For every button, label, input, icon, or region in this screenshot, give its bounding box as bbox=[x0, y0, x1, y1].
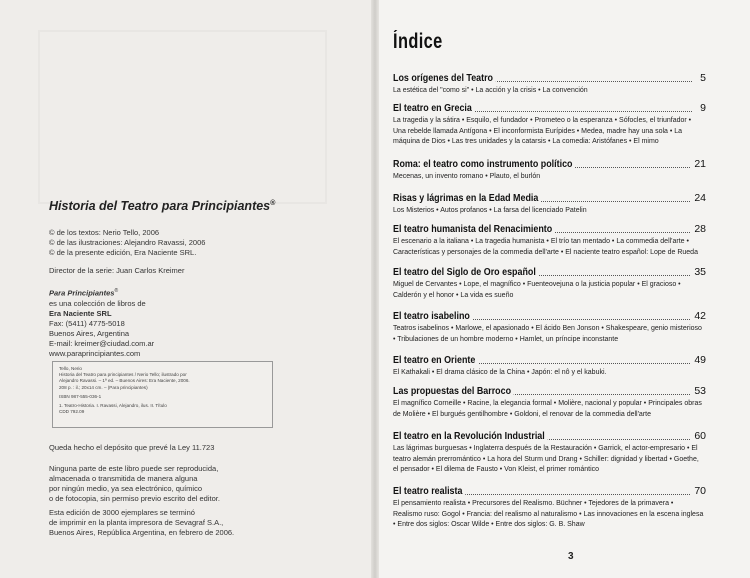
cataloging-box bbox=[52, 361, 273, 428]
entry-description: La tragedia y la sátira • Esquilo, el fundador • Prometeo o la esperanza • Sófocles, el triunfador • Una rebelde llamada Antígona • El inconformista Eurípides • Medea, madre hay una sola • La máquina de Dios • Las tres unidades y la catarsis • La comedia: Aristófanes • El mimo bbox=[393, 117, 692, 146]
series-name: Para Principiantes bbox=[49, 288, 115, 298]
collection-line: es una colección de libros de bbox=[49, 298, 146, 308]
publisher-name: Era Naciente SRL bbox=[49, 308, 112, 318]
printing-line: Esta edición de 3000 ejemplares se terminó bbox=[49, 508, 195, 517]
cip-line: Alejandro Ravassi. – 1ª ed. – Buenos Aires: Era Naciente, 2006. bbox=[59, 378, 190, 384]
series-mark: ® bbox=[114, 288, 119, 294]
entry-page-number: 60 bbox=[691, 430, 706, 442]
cip-line: 208 p. : il.; 20x14 cm. – (Para principiantes) bbox=[59, 384, 148, 390]
credit-edition: © de la presente edición, Era Naciente SRL. bbox=[49, 248, 197, 257]
printing-line: Buenos Aires, República Argentina, en febrero de 2006. bbox=[49, 528, 235, 537]
entry-title: El teatro en Oriente bbox=[393, 354, 478, 366]
printing-line: de imprimir en la planta impresora de Sevagraf S.A., bbox=[49, 518, 224, 527]
series-director: Director de la serie: Juan Carlos Kreimer bbox=[49, 266, 185, 275]
entry-description: Mecenas, un invento romano • Plauto, el burlón bbox=[393, 173, 541, 180]
entry-page-number: 28 bbox=[691, 223, 706, 235]
publisher-fax: Fax: (5411) 4775-5018 bbox=[49, 318, 125, 328]
rights-line: o de fotocopia, sin permiso previo escrito del editor. bbox=[49, 494, 220, 503]
entry-page-number: 70 bbox=[691, 485, 706, 497]
page-number: 3 bbox=[568, 551, 574, 562]
publisher-email: E-mail: kreimer@ciudad.com.ar bbox=[49, 338, 155, 348]
entry-title: El teatro isabelino bbox=[393, 310, 472, 322]
rights-line: por ningún medio, ya sea electrónico, químico bbox=[49, 484, 203, 493]
rights-notice bbox=[49, 464, 220, 504]
publisher-website: www.paraprincipiantes.com bbox=[49, 348, 141, 358]
cover-show-through bbox=[38, 30, 327, 204]
index-entry bbox=[393, 72, 706, 97]
entry-title: Roma: el teatro como instrumento político bbox=[393, 158, 575, 170]
entry-title: El teatro en Grecia bbox=[393, 102, 474, 114]
entry-title: Los orígenes del Teatro bbox=[393, 72, 496, 84]
index-entry bbox=[393, 430, 706, 476]
entry-title: Las propuestas del Barroco bbox=[393, 385, 514, 397]
cip-isbn: ISBN 987-555-036-1 bbox=[59, 393, 102, 399]
index-entry bbox=[393, 223, 706, 258]
index-entry bbox=[393, 310, 706, 345]
book-spine bbox=[371, 0, 379, 578]
book-title-text: Historia del Teatro para Principiantes bbox=[49, 199, 271, 213]
entry-page-number: 35 bbox=[691, 266, 706, 278]
entry-page-number: 5 bbox=[697, 72, 706, 84]
entry-description: El pensamiento realista • Precursores del Realismo. Büchner • Tejedores de la primavera • Realismo ruso: Gogol • Francia: del realismo al naturalismo • Las innovaciones en la escena inglesa • Entre dos siglos: Oscar Wilde • Entre dos siglos: G. B. Shaw bbox=[393, 500, 704, 529]
legal-deposit: Queda hecho el depósito que prevé la Ley 11.723 bbox=[49, 443, 215, 452]
entry-description: El magnífico Corneille • Racine, la elegancia formal • Molière, nacional y popular • Principales obras de Molière • El burgués gentilhombre • Goldoni, el renovar de la commedia dell'arte bbox=[393, 400, 702, 418]
entry-description: El Kathakali • El drama clásico de la China • Japón: el nô y el kabuki. bbox=[393, 369, 607, 376]
index-title: Índice bbox=[393, 30, 443, 53]
cip-line: 1. Teatro-Historia. I. Ravassi, Alejandro, ilus. II. Título bbox=[59, 403, 167, 409]
index-entry bbox=[393, 102, 706, 148]
entry-title: El teatro del Siglo de Oro español bbox=[393, 266, 538, 278]
entry-description: Teatros isabelinos • Marlowe, el apasionado • El ácido Ben Jonson • Shakespeare, genio misterioso • Tribulaciones de un hombre moderno • Hamlet, un príncipe inconstante bbox=[393, 325, 702, 343]
publisher-city: Buenos Aires, Argentina bbox=[49, 328, 130, 338]
book-title bbox=[49, 199, 275, 213]
credit-texts: © de los textos: Nerio Tello, 2006 bbox=[49, 228, 160, 237]
entry-page-number: 21 bbox=[691, 158, 706, 170]
printing-notice bbox=[49, 508, 234, 538]
index-entry bbox=[393, 158, 706, 183]
index-entry bbox=[393, 354, 706, 379]
entry-description: Miguel de Cervantes • Lope, el magnífico • Fuenteovejuna o la justicia popular • El gracioso • Calderón y el honor • La vida es sueño bbox=[393, 281, 681, 299]
entry-description: Las lágrimas burguesas • Inglaterra después de la Restauración • Garrick, el actor-empresario • El teatro alemán prerromántico • La hora del Sturm und Drang • Schiller: dignidad y libertad • Goethe, el pensador • El dilema de Fausto • Von Kleist, el primer romántico bbox=[393, 445, 699, 474]
credits-block bbox=[49, 228, 205, 258]
entry-page-number: 42 bbox=[691, 310, 706, 322]
cip-line: Historia del Teatro para principiantes / Nerio Tello; ilustrado por bbox=[59, 372, 187, 378]
index-entry bbox=[393, 266, 706, 301]
entry-description: El escenario a la italiana • La tragedia humanista • El trío tan mentado • La commedia dell'arte • Características y personajes de la commedia dell'arte • El naciente teatro español: Lope de Rueda bbox=[393, 238, 698, 256]
cip-cdd: CDD 792.09 bbox=[59, 409, 85, 415]
credit-illustrations: © de las ilustraciones: Alejandro Ravassi, 2006 bbox=[49, 238, 206, 247]
entry-description: La estética del "como si" • La acción y la crisis • La convención bbox=[393, 87, 588, 94]
entry-description: Los Misterios • Autos profanos • La farsa del licenciado Patelin bbox=[393, 207, 587, 214]
entry-title: El teatro realista bbox=[393, 485, 465, 497]
rights-line: Ninguna parte de este libro puede ser reproducida, bbox=[49, 464, 219, 473]
index-entry bbox=[393, 485, 706, 531]
index-entry bbox=[393, 192, 706, 217]
index-entry bbox=[393, 385, 706, 420]
collection-block bbox=[49, 286, 154, 359]
entry-page-number: 53 bbox=[691, 385, 706, 397]
cip-line: Tello, Nerio bbox=[59, 366, 82, 371]
rights-line: almacenada o transmitida de manera alguna bbox=[49, 474, 198, 483]
entry-page-number: 49 bbox=[691, 354, 706, 366]
entry-page-number: 24 bbox=[691, 192, 706, 204]
entry-title: El teatro en la Revolución Industrial bbox=[393, 430, 547, 442]
entry-title: Risas y lágrimas en la Edad Media bbox=[393, 192, 541, 204]
entry-page-number: 9 bbox=[697, 102, 706, 114]
registered-mark: ® bbox=[270, 199, 276, 207]
entry-title: El teatro humanista del Renacimiento bbox=[393, 223, 555, 235]
